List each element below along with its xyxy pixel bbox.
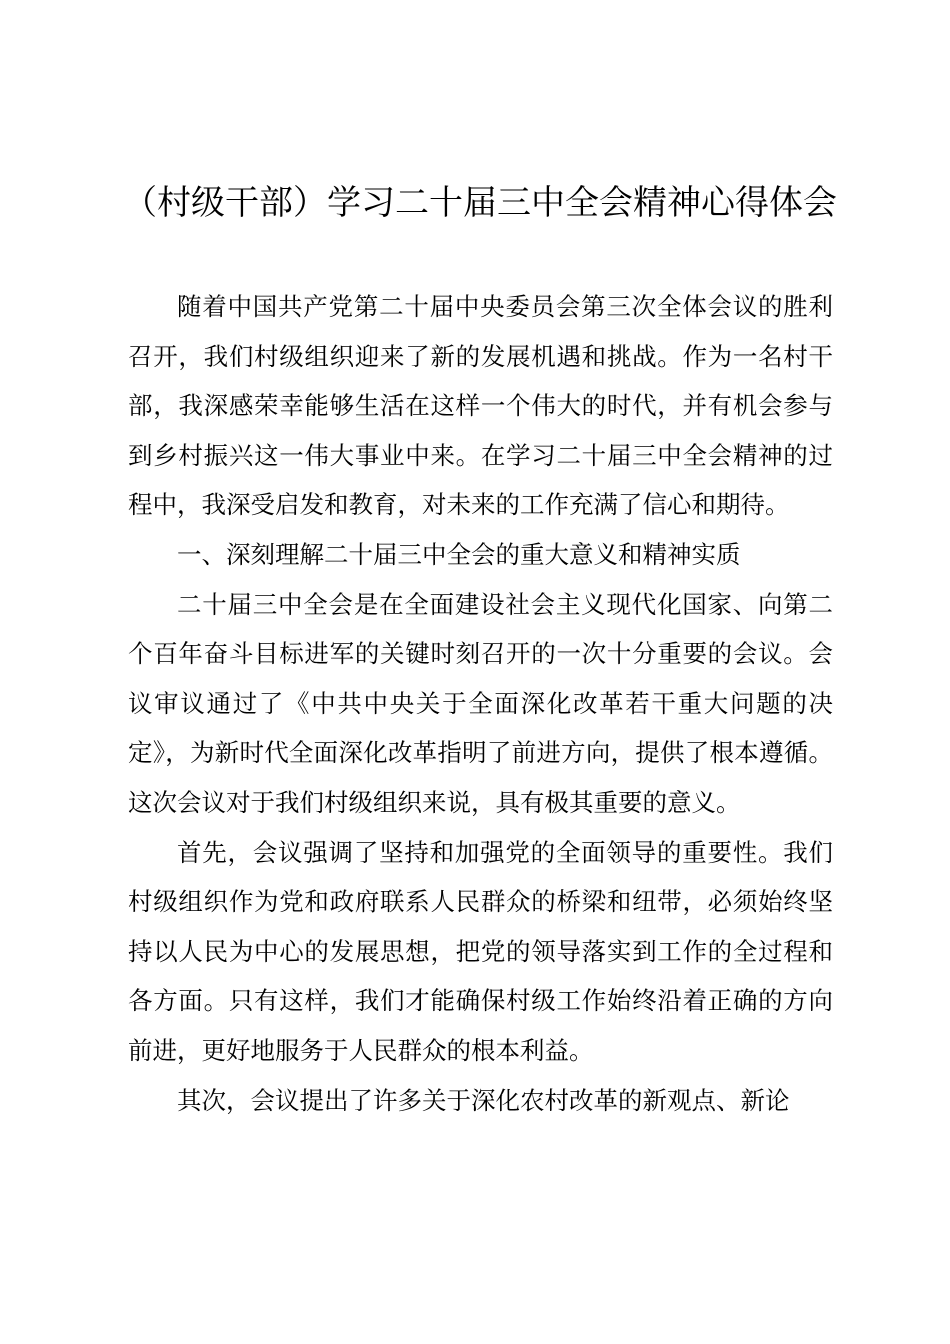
document-body (128, 282, 833, 1125)
paragraph-meeting-significance: 二十届三中全会是在全面建设社会主义现代化国家、向第二个百年奋斗目标进军的关键时刻召开的一次十分重要的会议。会议审议通过了《中共中央关于全面深化改革若干重大问题的决定》，为新时代全面深化改革指明了前进方向，提供了根本遵循。这次会议对于我们村级组织来说，具有极其重要的意义。 (128, 589, 833, 817)
document-title: （村级干部）学习二十届三中全会精神心得体会 (123, 183, 837, 223)
paragraph-intro: 随着中国共产党第二十届中央委员会第三次全体会议的胜利召开，我们村级组织迎来了新的发展机遇和挑战。作为一名村干部，我深感荣幸能够生活在这样一个伟大的时代，并有机会参与到乡村振兴这一伟大事业中来。在学习二十届三中全会精神的过程中，我深受启发和教育，对未来的工作充满了信心和期待。 (128, 292, 833, 520)
paragraph-first-point: 首先，会议强调了坚持和加强党的全面领导的重要性。我们村级组织作为党和政府联系人民群众的桥梁和纽带，必须始终坚持以人民为中心的发展思想，把党的领导落实到工作的全过程和各方面。只有这样，我们才能确保村级工作始终沿着正确的方向前进，更好地服务于人民群众的根本利益。 (128, 837, 833, 1065)
section-heading-1: 一、深刻理解二十届三中全会的重大意义和精神实质 (177, 539, 741, 569)
paragraph-second-point: 其次，会议提出了许多关于深化农村改革的新观点、新论 (177, 1085, 790, 1115)
